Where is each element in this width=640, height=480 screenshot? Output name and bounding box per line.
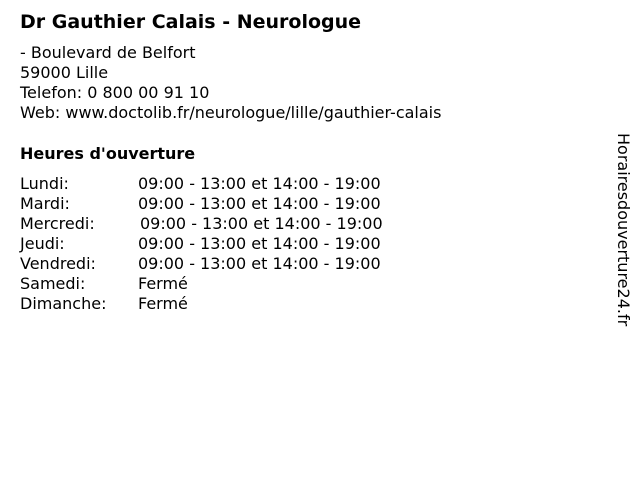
- phone-number: Telefon: 0 800 00 91 10: [20, 83, 210, 102]
- day-label: Mercredi:: [20, 214, 95, 233]
- website-url: Web: www.doctolib.fr/neurologue/lille/gauthier-calais: [20, 103, 442, 122]
- address-block: [20, 43, 441, 123]
- hours-heading: Heures d'ouverture: [20, 144, 196, 163]
- day-label: Lundi:: [20, 174, 69, 193]
- city-postal: 59000 Lille: [20, 63, 109, 82]
- day-hours: Fermé: [138, 294, 188, 313]
- day-hours: 09:00 - 13:00 et 14:00 - 19:00: [138, 194, 381, 213]
- street-address: - Boulevard de Belfort: [20, 43, 196, 62]
- day-hours: 09:00 - 13:00 et 14:00 - 19:00: [138, 174, 381, 193]
- day-label: Samedi:: [20, 274, 86, 293]
- day-hours: Fermé: [138, 274, 188, 293]
- page-title: Dr Gauthier Calais - Neurologue: [20, 11, 362, 33]
- day-hours: 09:00 - 13:00 et 14:00 - 19:00: [140, 214, 383, 233]
- day-label: Mardi:: [20, 194, 70, 213]
- day-label: Vendredi:: [20, 254, 96, 273]
- day-label: Jeudi:: [20, 234, 65, 253]
- day-hours: 09:00 - 13:00 et 14:00 - 19:00: [138, 234, 381, 253]
- day-hours: 09:00 - 13:00 et 14:00 - 19:00: [138, 254, 381, 273]
- site-watermark: Horairesdouverture24.fr: [614, 133, 633, 327]
- day-label: Dimanche:: [20, 294, 107, 313]
